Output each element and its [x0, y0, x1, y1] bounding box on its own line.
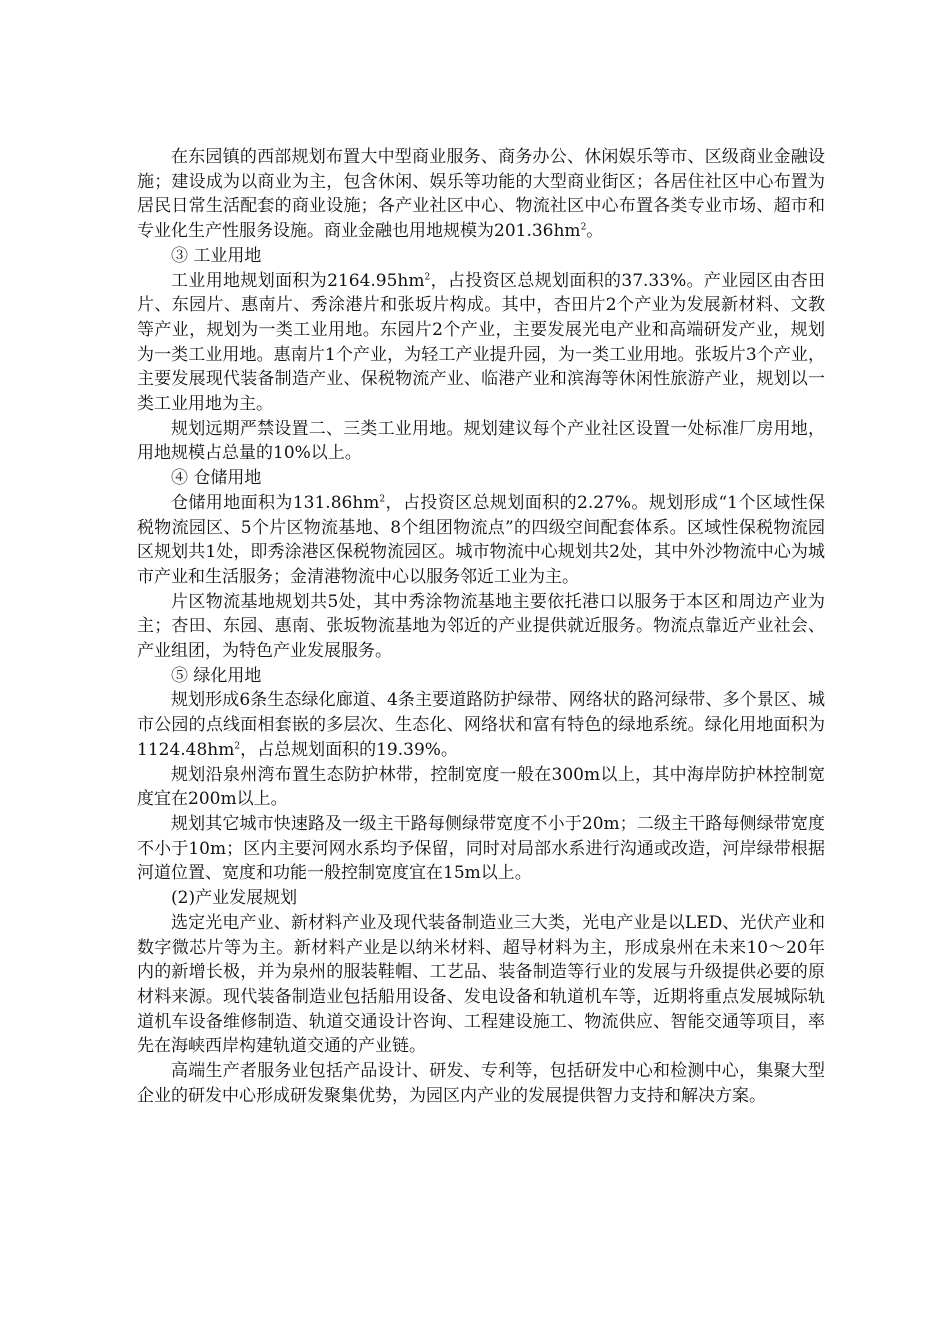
paragraph: 工业用地规划面积为$2164.95hm^2$，占投资区总规划面积的37.33%。产业园区由杏田片、东园片、惠南片、秀涂港片和张坂片构成。其中，杏田片2个产业为发展新材料、文教等产业，规划为一类工业用地。东园片2个产业，主要发展光电产业和高端研发产业，规划为一类工业用地。惠南片1个产业，为轻工产业提升园，为一类工业用地。张坂片3个产业，主要发展现代装备制造产业、保税物流产业、临港产业和滨海等休闲性旅游产业，规划以一类工业用地为主。: [137, 270, 825, 415]
paragraph: 规划沿泉州湾布置生态防护林带，控制宽度一般在300m以上，其中海岸防护林控制宽度宜在200m以上。: [137, 764, 825, 810]
section-heading: ③ 工业用地: [171, 245, 262, 266]
paragraph: 规划远期严禁设置二、三类工业用地。规划建议每个产业社区设置一处标准厂房用地，用地规模占总量的10%以上。: [137, 418, 825, 464]
paragraph: 规划形成6条生态绿化廊道、4条主要道路防护绿带、网络状的路河绿带、多个景区、城市公园的点线面相套嵌的多层次、生态化、网络状和富有特色的绿地系统。绿化用地面积为$1124.48hm^2$，占总规划面积的19.39%。: [137, 690, 825, 760]
paragraph: 高端生产者服务业包括产品设计、研发、专利等，包括研发中心和检测中心，集聚大型企业的研发中心形成研发聚集优势，为园区内产业的发展提供智力支持和解决方案。: [137, 1061, 825, 1106]
paragraph: 仓储用地面积为$131.86hm^2$，占投资区总规划面积的2.27%。规划形成“1个区域性保税物流园区、5个片区物流基地、8个组团物流点”的四级空间配套体系。区域性保税物流园区规划共1处，即秀涂港区保税物流园区。城市物流中心规划共2处，其中外沙物流中心为城市产业和生活服务；金清港物流中心以服务邻近工业为主。: [137, 492, 825, 587]
section-heading: ④ 仓储用地: [171, 468, 262, 489]
paragraph: 选定光电产业、新材料产业及现代装备制造业三大类，光电产业是以LED、光伏产业和数字微芯片等为主。新材料产业是以纳米材料、超导材料为主，形成泉州在未来10～20年内的新增长极，并为泉州的服装鞋帽、工艺品、装备制造等行业的发展与升级提供必要的原材料来源。现代装备制造业包括船用设备、发电设备和轨道机车等，近期将重点发展城际轨道机车设备维修制造、轨道交通设计咨询、工程建设施工、物流供应、智能交通等项目，率先在海峡西岸构建轨道交通的产业链。: [137, 912, 825, 1057]
paragraph: 规划其它城市快速路及一级主干路每侧绿带宽度不小于20m；二级主干路每侧绿带宽度不小于10m；区内主要河网水系均予保留，同时对局部水系进行沟通或改造，河岸绿带根据河道位置、宽度和功能一般控制宽度宜在15m以上。: [137, 813, 825, 884]
paragraph: 片区物流基地规划共5处，其中秀涂物流基地主要依托港口以服务于本区和周边产业为主；杏田、东园、惠南、张坂物流基地为邻近的产业提供就近服务。物流点靠近产业社会、产业组团，为特色产业发展服务。: [137, 591, 825, 662]
paragraph: 在东园镇的西部规划布置大中型商业服务、商务办公、休闲娱乐等市、区级商业金融设施；建设成为以商业为主，包含休闲、娱乐等功能的大型商业街区；各居住社区中心布置为居民日常生活配套的商业设施；各产业社区中心、物流社区中心布置各类专业市场、超市和专业化生产性服务设施。商业金融也用地规模为$201.36hm^2$。: [137, 147, 825, 242]
section-heading: (2)产业发展规划: [171, 888, 298, 909]
section-heading: ⑤ 绿化用地: [171, 665, 262, 686]
document-page: [137, 145, 825, 1108]
